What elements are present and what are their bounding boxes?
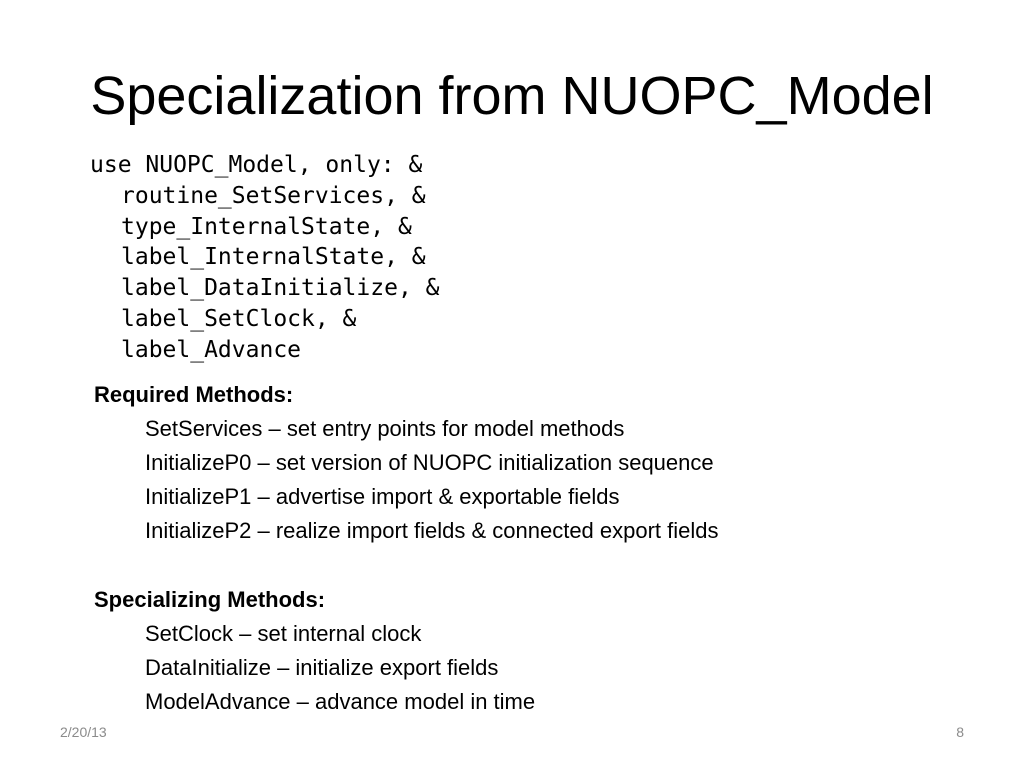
code-line: label_InternalState, & [121, 244, 426, 271]
footer-date: 2/20/13 [60, 724, 107, 740]
code-line: type_InternalState, & [121, 213, 412, 240]
list-item: InitializeP2 – realize import fields & connected export fields [145, 518, 719, 543]
code-line: label_DataInitialize, & [121, 275, 440, 302]
page-number: 8 [956, 724, 964, 740]
required-methods-heading: Required Methods: [94, 382, 294, 407]
required-methods-section [94, 378, 719, 548]
list-item: InitializeP0 – set version of NUOPC initialization sequence [145, 450, 714, 475]
list-item: SetClock – set internal clock [145, 621, 422, 646]
slide-title: Specialization from NUOPC_Model [90, 66, 934, 126]
list-item: DataInitialize – initialize export fields [145, 655, 499, 680]
specializing-methods-section [94, 583, 535, 719]
list-item: ModelAdvance – advance model in time [145, 689, 536, 714]
list-item: InitializeP1 – advertise import & exportable fields [145, 484, 620, 509]
code-line: label_Advance [121, 336, 302, 363]
list-item: SetServices – set entry points for model methods [145, 416, 625, 441]
specializing-methods-heading: Specializing Methods: [94, 587, 326, 612]
code-block [90, 150, 440, 366]
code-line: use NUOPC_Model, only: & [90, 152, 423, 178]
code-line: routine_SetServices, & [121, 182, 426, 209]
code-line: label_SetClock, & [121, 305, 357, 332]
